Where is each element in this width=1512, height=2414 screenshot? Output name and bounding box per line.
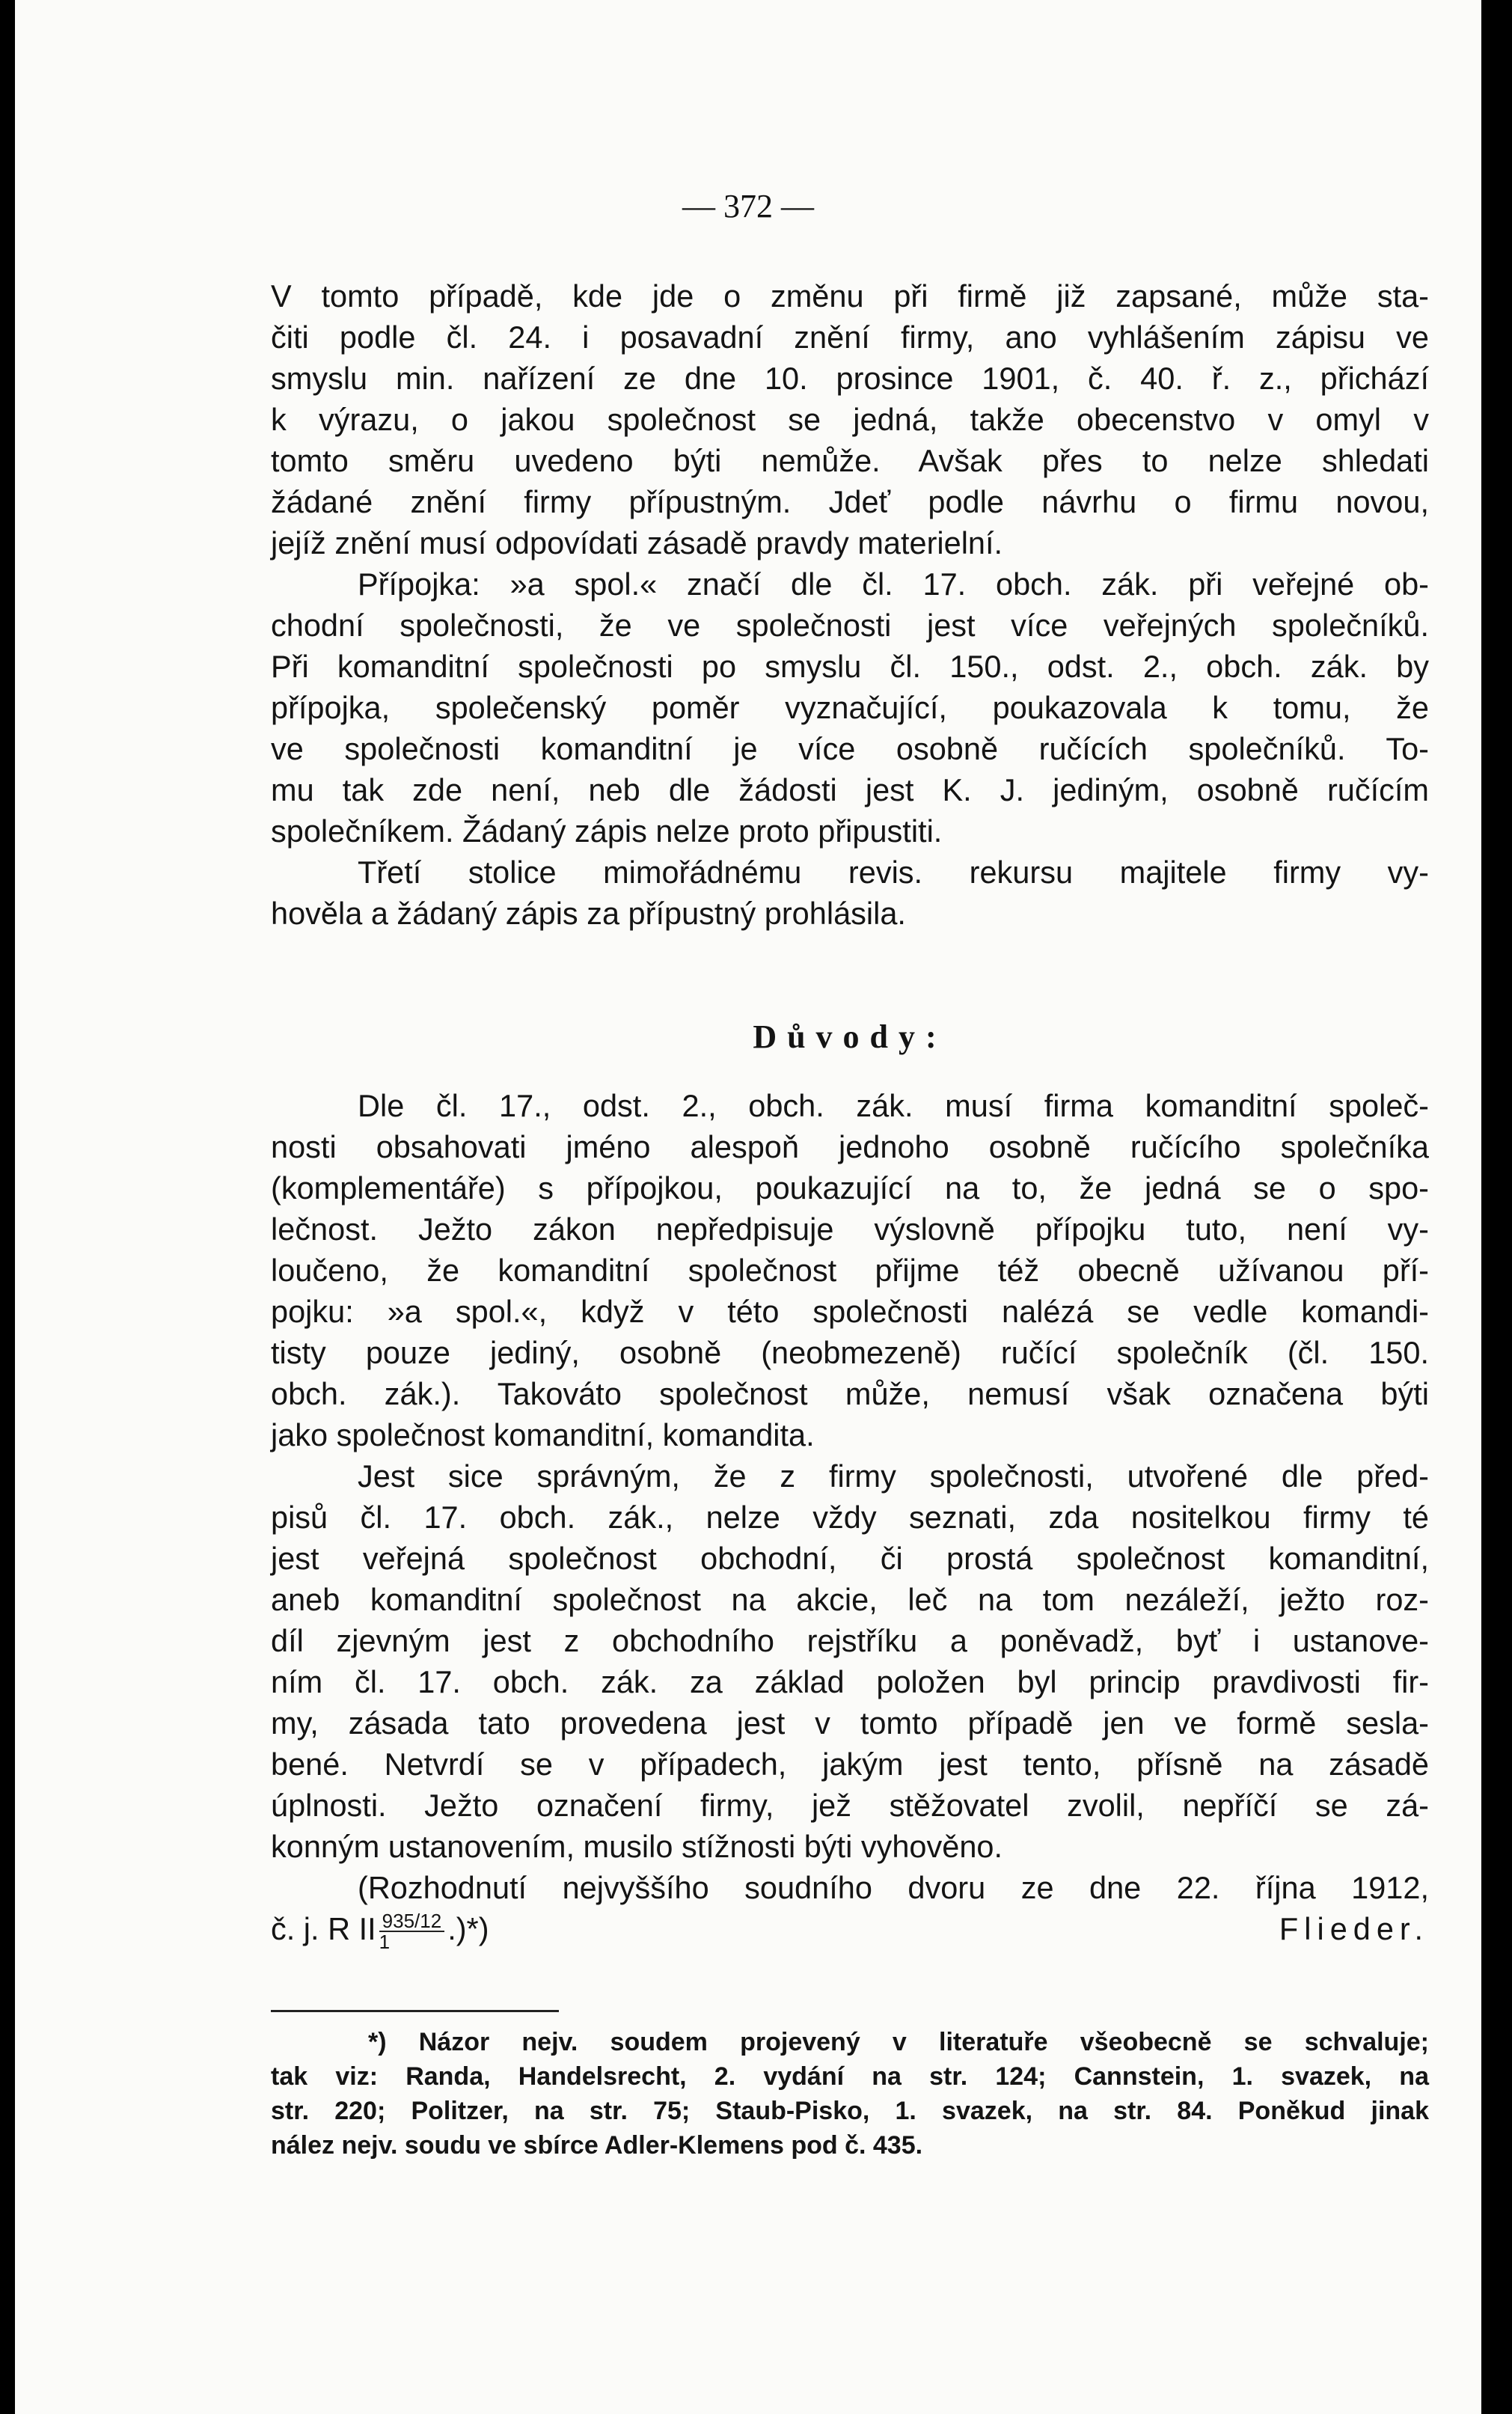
fraction-numerator: 935/12 <box>379 1911 445 1932</box>
text-line: jako společnost komanditní, komandita. <box>271 1417 815 1452</box>
text-line: tisty pouze jediný, osobně (neobmezeně) ručící společník (čl. 150. <box>271 1335 1429 1370</box>
decision-citation <box>271 1867 1429 1952</box>
text-line: čiti podle čl. 24. i posavadní znění firmy, ano vyhlášením zápisu ve <box>271 320 1429 355</box>
text-line: jejíž znění musí odpovídati zásadě pravdy materielní. <box>271 525 1003 560</box>
case-reference-line <box>271 1908 1429 1952</box>
text-line: V tomto případě, kde jde o změnu při firmě již zapsané, může sta- <box>271 278 1429 314</box>
text-line: konným ustanovením, musilo stížnosti býti vyhověno. <box>271 1829 1003 1864</box>
text-line: úplnosti. Ježto označení firmy, jež stěžovatel zvolil, nepříčí se zá- <box>271 1788 1429 1823</box>
signature: Flieder. <box>1279 1911 1429 1946</box>
footnote-line: nález nejv. soudu ve sbírce Adler-Klemens pod č. 435. <box>271 2131 923 2160</box>
text-line: přípojka, společenský poměr vyznačující, poukazovala k tomu, že <box>271 690 1429 725</box>
text-line: lečnost. Ježto zákon nepředpisuje výslovně přípojku tuto, není vy- <box>271 1211 1429 1247</box>
main-text <box>271 275 1429 934</box>
text-line: Přípojka: »a spol.« značí dle čl. 17. obch. zák. při veřejné ob- <box>358 566 1429 602</box>
text-line: chodní společnosti, že ve společnosti jest více veřejných společníků. <box>271 608 1429 643</box>
footnote-line: *) Názor nejv. soudem projevený v literatuře všeobecně se schvaluje; <box>368 2028 1429 2056</box>
text-line: ním čl. 17. obch. zák. za základ položen byl princip pravdivosti fir- <box>271 1664 1429 1699</box>
text-line: Třetí stolice mimořádnému revis. rekursu majitele firmy vy- <box>358 855 1429 890</box>
text-line: k výrazu, o jakou společnost se jedná, takže obecenstvo v omyl v <box>271 402 1429 437</box>
page-number: — 372 — <box>682 188 814 224</box>
section-heading: Důvody: <box>753 1018 947 1055</box>
book-page <box>15 0 1481 2414</box>
paragraph-3 <box>271 852 1429 934</box>
paragraph-1 <box>271 275 1429 563</box>
case-ref-fraction <box>379 1911 445 1952</box>
text-line: (Rozhodnutí nejvyššího soudního dvoru ze dne 22. října 1912, <box>358 1870 1429 1905</box>
text-line: smyslu min. nařízení ze dne 10. prosince 1901, č. 40. ř. z., přichází <box>271 361 1429 396</box>
footnote-divider <box>271 2010 559 2012</box>
text-line: (komplementáře) s přípojkou, poukazující na to, že jedná se o spo- <box>271 1170 1429 1206</box>
footnote-line: tak viz: Randa, Handelsrecht, 2. vydání na str. 124; Cannstein, 1. svazek, na <box>271 2062 1429 2091</box>
text-line: my, zásada tato provedena jest v tomto případě jen ve formě sesla- <box>271 1705 1429 1741</box>
reasons-text <box>271 1085 1429 1952</box>
text-line: loučeno, že komanditní společnost přijme též obecně užívanou pří- <box>271 1253 1429 1288</box>
text-line: nosti obsahovati jméno alespoň jednoho osobně ručícího společníka <box>271 1129 1429 1164</box>
text-line: ve společnosti komanditní je více osobně ručících společníků. To- <box>271 731 1429 766</box>
footnote-line: str. 220; Politzer, na str. 75; Staub-Pisko, 1. svazek, na str. 84. Poněkud jinak <box>271 2097 1429 2125</box>
paragraph-5 <box>271 1455 1429 1867</box>
text-line: Dle čl. 17., odst. 2., obch. zák. musí firma komanditní společ- <box>358 1088 1429 1123</box>
text-line: díl zjevným jest z obchodního rejstříku a poněvadž, byť i ustanove- <box>271 1623 1429 1658</box>
text-line: pisů čl. 17. obch. zák., nelze vždy seznati, zda nositelkou firmy té <box>271 1500 1429 1535</box>
text-line: žádané znění firmy přípustným. Jdeť podle návrhu o firmu novou, <box>271 484 1429 519</box>
text-line: Při komanditní společnosti po smyslu čl. 150., odst. 2., obch. zák. by <box>271 649 1429 684</box>
footnote <box>271 2025 1429 2163</box>
text-line: aneb komanditní společnost na akcie, leč na tom nezáleží, ježto roz- <box>271 1582 1429 1617</box>
text-line: tomto směru uvedeno býti nemůže. Avšak přes to nelze shledati <box>271 443 1429 478</box>
case-ref-suffix: .)*) <box>447 1911 489 1946</box>
text-line: Jest sice správným, že z firmy společnosti, utvořené dle před- <box>358 1458 1429 1494</box>
text-line: pojku: »a spol.«, když v této společnosti nalézá se vedle komandi- <box>271 1294 1429 1329</box>
text-line: jest veřejná společnost obchodní, či prostá společnost komanditní, <box>271 1541 1429 1576</box>
case-ref-prefix: č. j. R II <box>271 1911 376 1946</box>
text-line: hověla a žádaný zápis za přípustný prohlásila. <box>271 896 906 931</box>
paragraph-4 <box>271 1085 1429 1455</box>
fraction-denominator: 1 <box>379 1931 391 1954</box>
text-line: mu tak zde není, neb dle žádosti jest K. J. jediným, osobně ručícím <box>271 772 1429 807</box>
paragraph-2 <box>271 563 1429 852</box>
text-line: obch. zák.). Takováto společnost může, nemusí však označena býti <box>271 1376 1429 1411</box>
text-line: společníkem. Žádaný zápis nelze proto připustiti. <box>271 813 943 849</box>
text-line: bené. Netvrdí se v případech, jakým jest tento, přísně na zásadě <box>271 1747 1429 1782</box>
